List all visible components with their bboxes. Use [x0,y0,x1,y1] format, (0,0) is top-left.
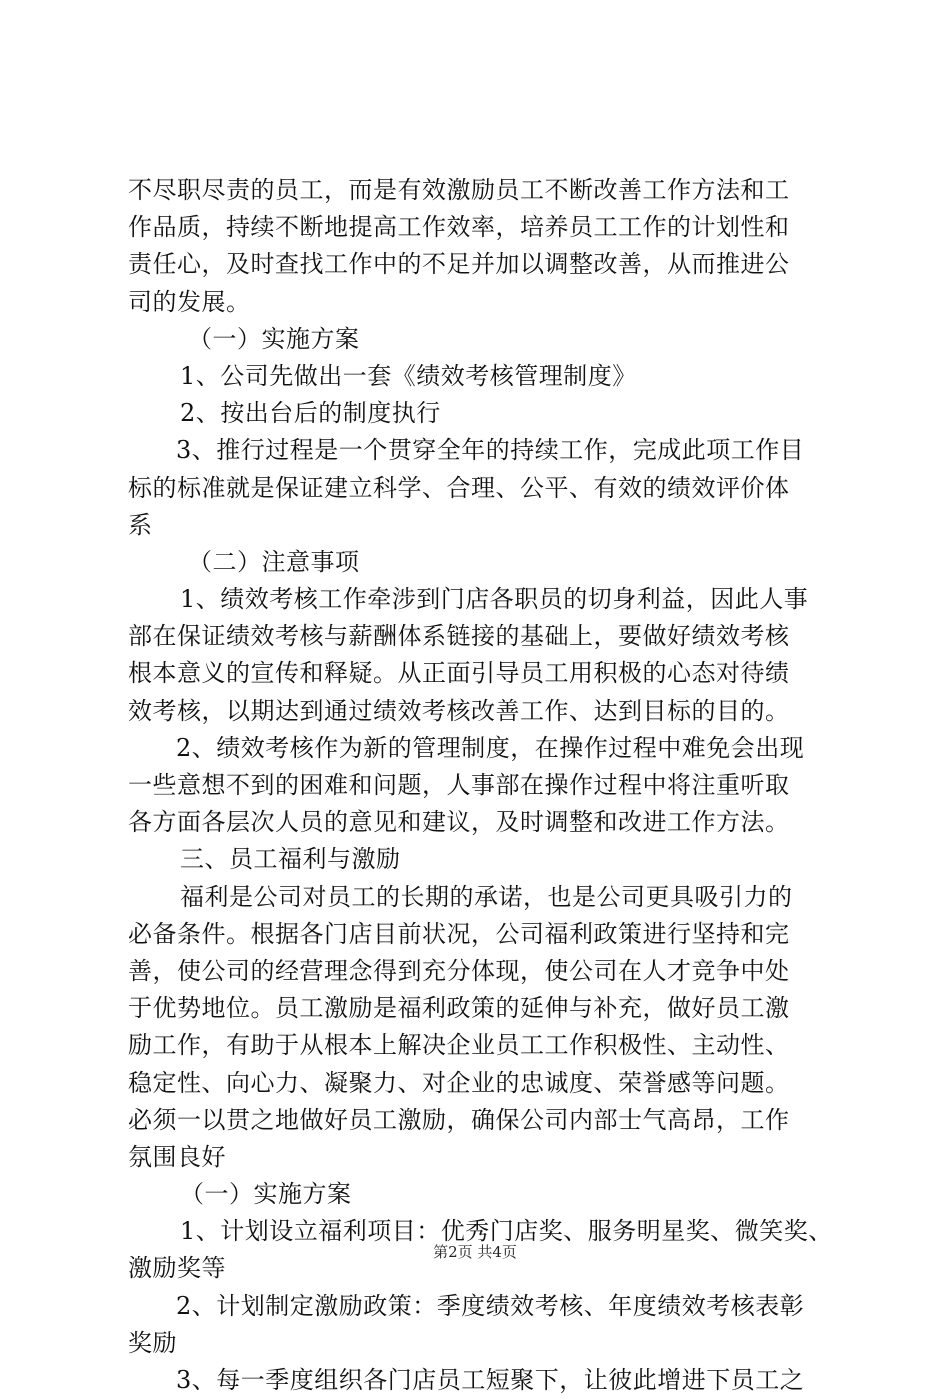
text-line: 于优势地位。员工激励是福利政策的延伸与补充，做好员工激 [128,994,790,1023]
section-heading: （一）实施方案 [188,324,360,353]
page-footer [0,1242,950,1262]
text-line: 作品质，持续不断地提高工作效率，培养员工工作的计划性和 [128,213,790,242]
section-heading: （二）注意事项 [188,547,360,576]
text-line: 必备条件。根据各门店目前状况，公司福利政策进行坚持和完 [128,919,790,948]
text-line: 效考核，以期达到通过绩效考核改善工作、达到目标的目的。 [128,696,790,725]
text-line: 责任心，及时查找工作中的不足并加以调整改善，从而推进公 [128,250,790,279]
text-line: 一些意想不到的困难和问题，人事部在操作过程中将注重听取 [128,771,790,799]
text-line: 3、每一季度组织各门店员工短聚下，让彼此增进下员工之 [176,1366,805,1394]
text-line: 不尽职尽责的员工，而是有效激励员工不断改善工作方法和工 [128,176,790,204]
text-line: 1、公司先做出一套《绩效考核管理制度》 [180,361,637,390]
text-line: 善，使公司的经营理念得到充分体现，使公司在人才竞争中处 [128,956,790,985]
page-indicator: 第2页 共4页 [433,1243,517,1261]
body-text [128,172,833,1399]
text-line: 各方面各层次人员的意见和建议，及时调整和改进工作方法。 [128,808,790,837]
text-line: 1、绩效考核工作牵涉到门店各职员的切身利益，因此人事 [180,585,809,614]
text-line: 激励奖等 [128,1254,226,1283]
text-line: 氛围良好 [128,1142,226,1171]
text-line: 系 [128,510,153,539]
section-heading: 三、员工福利与激励 [180,845,401,874]
text-line: 稳定性、向心力、凝聚力、对企业的忠诚度、荣誉感等问题。 [128,1068,790,1097]
text-line: 奖励 [128,1328,177,1357]
text-line: 部在保证绩效考核与薪酬体系链接的基础上，要做好绩效考核 [128,622,790,651]
text-line: 励工作，有助于从根本上解决企业员工工作积极性、主动性、 [128,1031,790,1060]
section-heading: （一）实施方案 [180,1180,352,1209]
text-line: 福利是公司对员工的长期的承诺，也是公司更具吸引力的 [180,882,793,911]
text-line: 司的发展。 [128,287,251,316]
text-line: 3、推行过程是一个贯穿全年的持续工作，完成此项工作目 [176,436,805,465]
text-line: 2、计划制定激励政策：季度绩效考核、年度绩效考核表彰 [176,1291,805,1320]
text-line: 标的标准就是保证建立科学、合理、公平、有效的绩效评价体 [128,473,790,502]
text-line: 2、绩效考核作为新的管理制度，在操作过程中难免会出现 [176,733,805,762]
text-line: 2、按出台后的制度执行 [180,399,441,428]
text-line: 根本意义的宣传和释疑。从正面引导员工用积极的心态对待绩 [128,659,790,688]
text-line: 1、计划设立福利项目：优秀门店奖、服务明星奖、微笑奖、 [180,1217,833,1246]
text-line: 必须一以贯之地做好员工激励，确保公司内部士气高昂，工作 [128,1105,790,1134]
